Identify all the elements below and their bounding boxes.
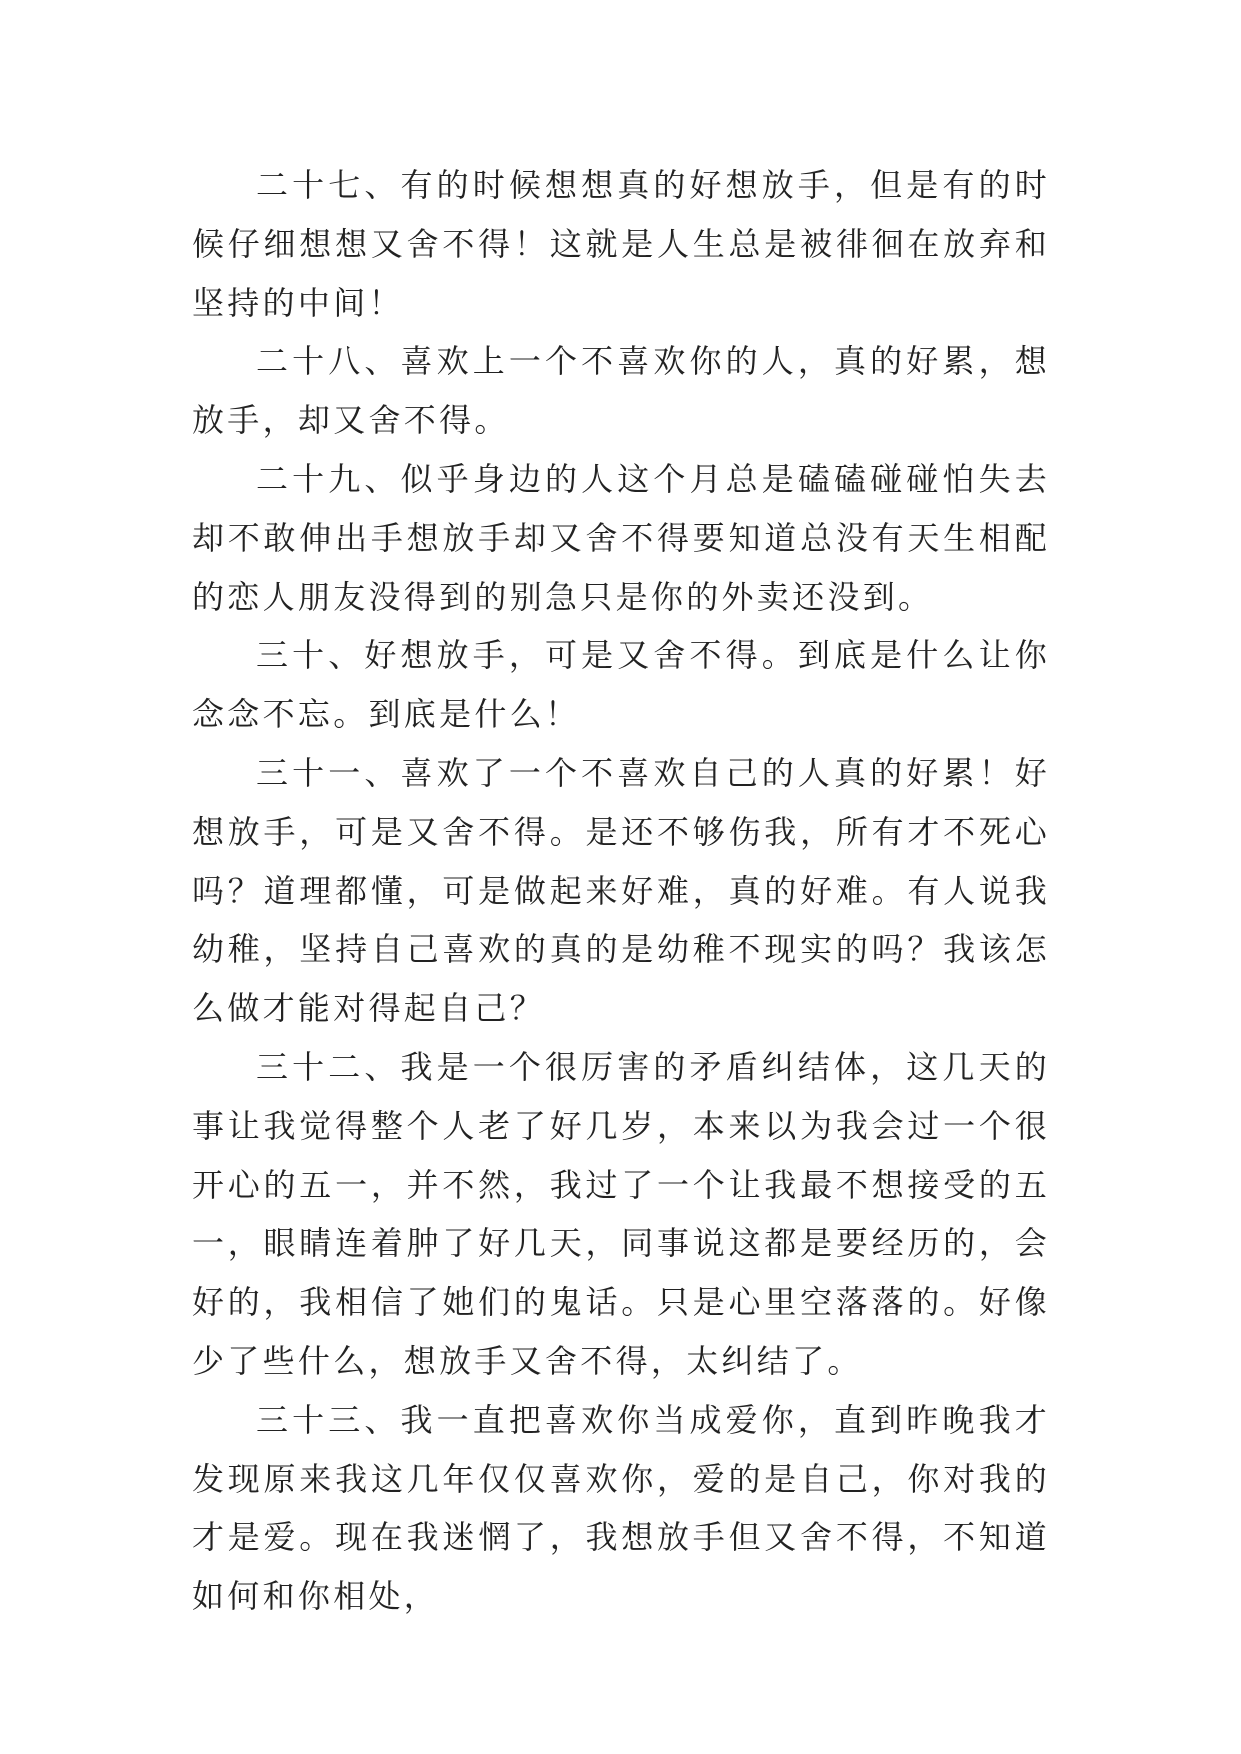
paragraph-28: 二十八、喜欢上一个不喜欢你的人，真的好累，想放手，却又舍不得。 <box>192 342 1050 440</box>
paragraph-32: 三十二、我是一个很厉害的矛盾纠结体，这几天的事让我觉得整个人老了好几岁，本来以为我会过一个很开心的五一，并不然，我过了一个让我最不想接受的五一，眼睛连着肿了好几天，同事说这都是要经历的，会好的，我相信了她们的鬼话。只是心里空落落的。好像少了些什么，想放手又舍不得，太纠结了。 <box>192 1047 1050 1380</box>
document-body <box>192 156 1050 1626</box>
paragraph-29: 二十九、似乎身边的人这个月总是磕磕碰碰怕失去却不敢伸出手想放手却又舍不得要知道总没有天生相配的恋人朋友没得到的别急只是你的外卖还没到。 <box>192 459 1050 616</box>
paragraph-33: 三十三、我一直把喜欢你当成爱你，直到昨晚我才发现原来我这几年仅仅喜欢你，爱的是自己，你对我的才是爱。现在我迷惘了，我想放手但又舍不得，不知道如何和你相处， <box>192 1400 1050 1616</box>
paragraph-30: 三十、好想放手，可是又舍不得。到底是什么让你念念不忘。到底是什么！ <box>192 636 1050 734</box>
paragraph-27: 二十七、有的时候想想真的好想放手，但是有的时候仔细想想又舍不得！这就是人生总是被徘徊在放弃和坚持的中间！ <box>192 166 1050 322</box>
paragraph-31: 三十一、喜欢了一个不喜欢自己的人真的好累！好想放手，可是又舍不得。是还不够伤我，所有才不死心吗？道理都懂，可是做起来好难，真的好难。有人说我幼稚，坚持自己喜欢的真的是幼稚不现实的吗？我该怎么做才能对得起自己？ <box>192 753 1050 1028</box>
